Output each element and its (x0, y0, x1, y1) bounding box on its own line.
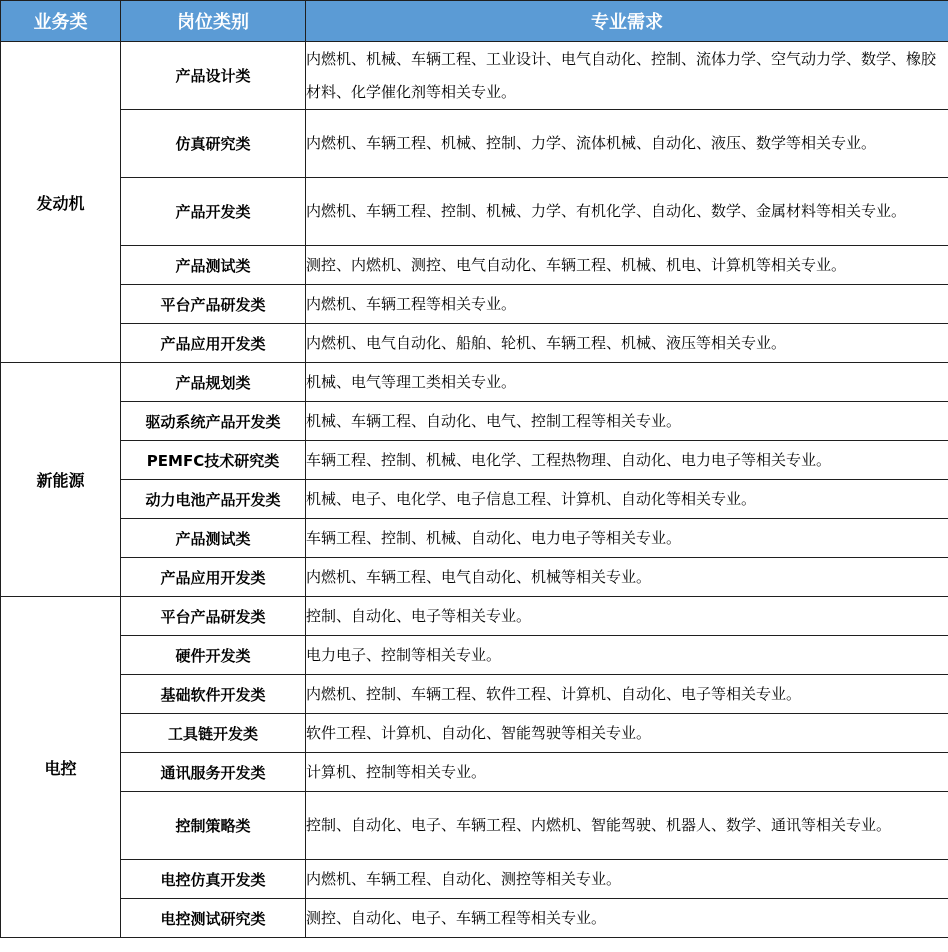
requirement-cell: 内燃机、电气自动化、船舶、轮机、车辆工程、机械、液压等相关专业。 (306, 324, 948, 363)
requirement-cell: 内燃机、控制、车辆工程、软件工程、计算机、自动化、电子等相关专业。 (306, 675, 948, 714)
table-row (1, 246, 948, 285)
table-row (1, 753, 948, 792)
position-cell: 产品应用开发类 (121, 558, 306, 597)
requirement-cell: 电力电子、控制等相关专业。 (306, 636, 948, 675)
table-row (1, 42, 948, 110)
header-row (1, 1, 948, 42)
table-row (1, 558, 948, 597)
requirement-cell: 内燃机、车辆工程等相关专业。 (306, 285, 948, 324)
position-cell: 电控测试研究类 (121, 899, 306, 938)
table-row (1, 285, 948, 324)
position-cell: 基础软件开发类 (121, 675, 306, 714)
category-electronic-control: 电控 (1, 597, 121, 938)
position-cell: 动力电池产品开发类 (121, 480, 306, 519)
requirement-cell: 机械、电子、电化学、电子信息工程、计算机、自动化等相关专业。 (306, 480, 948, 519)
header-position: 岗位类别 (121, 1, 306, 42)
requirement-cell: 机械、电气等理工类相关专业。 (306, 363, 948, 402)
table-row (1, 441, 948, 480)
requirement-cell: 内燃机、车辆工程、电气自动化、机械等相关专业。 (306, 558, 948, 597)
table-row (1, 636, 948, 675)
position-cell: 控制策略类 (121, 792, 306, 860)
header-requirement: 专业需求 (306, 1, 948, 42)
position-cell: 产品应用开发类 (121, 324, 306, 363)
table-row (1, 402, 948, 441)
table-row (1, 860, 948, 899)
table-row (1, 363, 948, 402)
position-cell: 通讯服务开发类 (121, 753, 306, 792)
requirement-cell: 软件工程、计算机、自动化、智能驾驶等相关专业。 (306, 714, 948, 753)
table-row (1, 792, 948, 860)
requirement-cell: 测控、内燃机、测控、电气自动化、车辆工程、机械、机电、计算机等相关专业。 (306, 246, 948, 285)
position-cell: 产品开发类 (121, 178, 306, 246)
requirement-cell: 计算机、控制等相关专业。 (306, 753, 948, 792)
requirement-cell: 机械、车辆工程、自动化、电气、控制工程等相关专业。 (306, 402, 948, 441)
category-new-energy: 新能源 (1, 363, 121, 597)
requirement-cell: 控制、自动化、电子、车辆工程、内燃机、智能驾驶、机器人、数学、通讯等相关专业。 (306, 792, 948, 860)
table-row (1, 519, 948, 558)
table-row (1, 324, 948, 363)
requirement-cell: 车辆工程、控制、机械、自动化、电力电子等相关专业。 (306, 519, 948, 558)
position-cell: 产品测试类 (121, 519, 306, 558)
requirement-cell: 测控、自动化、电子、车辆工程等相关专业。 (306, 899, 948, 938)
position-cell: 仿真研究类 (121, 110, 306, 178)
position-cell: PEMFC技术研究类 (121, 441, 306, 480)
requirement-cell: 内燃机、车辆工程、机械、控制、力学、流体机械、自动化、液压、数学等相关专业。 (306, 110, 948, 178)
position-cell: 平台产品研发类 (121, 597, 306, 636)
position-cell: 产品测试类 (121, 246, 306, 285)
table-row (1, 178, 948, 246)
requirement-cell: 车辆工程、控制、机械、电化学、工程热物理、自动化、电力电子等相关专业。 (306, 441, 948, 480)
position-cell: 驱动系统产品开发类 (121, 402, 306, 441)
requirement-cell: 内燃机、车辆工程、自动化、测控等相关专业。 (306, 860, 948, 899)
position-cell: 产品设计类 (121, 42, 306, 110)
table-row (1, 675, 948, 714)
requirement-cell: 内燃机、机械、车辆工程、工业设计、电气自动化、控制、流体力学、空气动力学、数学、橡胶材料、化学催化剂等相关专业。 (306, 42, 948, 110)
requirement-cell: 控制、自动化、电子等相关专业。 (306, 597, 948, 636)
position-cell: 平台产品研发类 (121, 285, 306, 324)
position-cell: 产品规划类 (121, 363, 306, 402)
position-cell: 硬件开发类 (121, 636, 306, 675)
table-row (1, 480, 948, 519)
table-row (1, 714, 948, 753)
requirement-cell: 内燃机、车辆工程、控制、机械、力学、有机化学、自动化、数学、金属材料等相关专业。 (306, 178, 948, 246)
position-cell: 工具链开发类 (121, 714, 306, 753)
position-cell: 电控仿真开发类 (121, 860, 306, 899)
table-row (1, 110, 948, 178)
table-row (1, 899, 948, 938)
header-business: 业务类 (1, 1, 121, 42)
table-row (1, 597, 948, 636)
category-engine: 发动机 (1, 42, 121, 363)
